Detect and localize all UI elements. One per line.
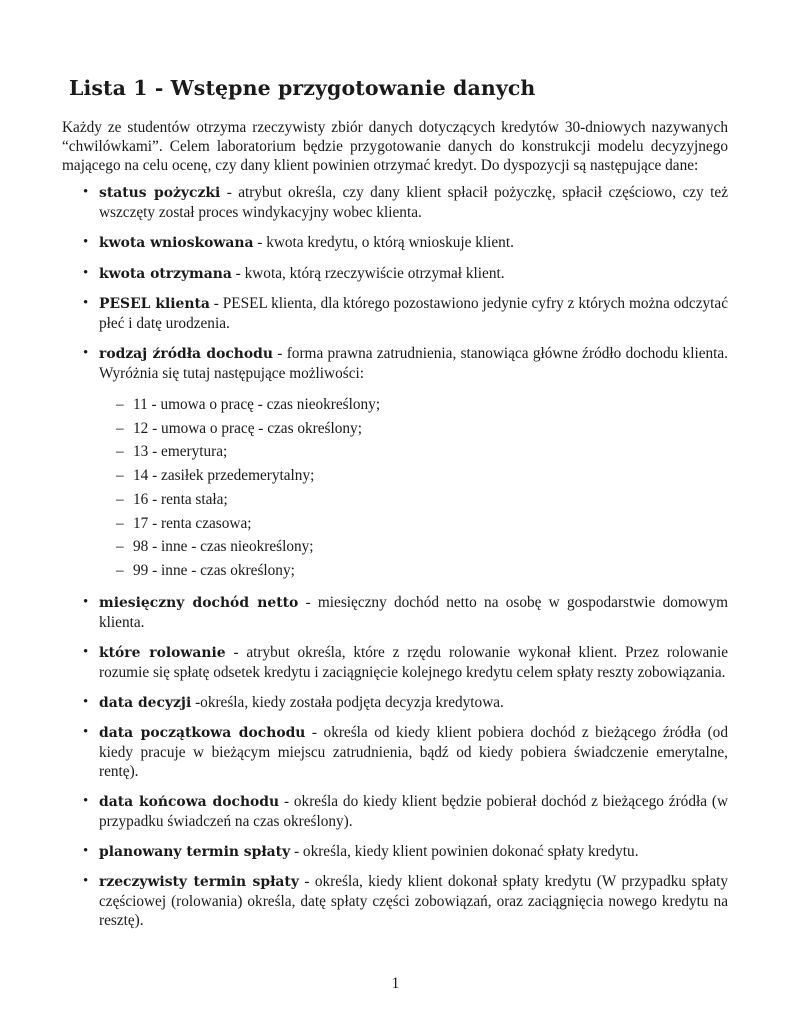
list-item-planowany-termin-splaty (62, 842, 728, 862)
list-item-kwota-otrzymana (62, 264, 728, 284)
sub-list-item: – 17 - renta czasowa; (99, 512, 728, 536)
list-item-ktore-rolowanie (62, 643, 728, 682)
bullet-icon: • (83, 792, 89, 809)
dash-icon: – (116, 419, 124, 437)
list-item-data-koncowa-dochodu (62, 792, 728, 831)
term-description: - atrybut określa, które z rzędu rolowanie wykonał klient. Przez rolowanie rozumie się spłatę odsetek kredytu i zaciągnięcie kolejnego kredytu celem spłaty reszty zobowiązania. (99, 643, 728, 681)
dash-icon: – (116, 467, 124, 485)
term-label: planowany termin spłaty (99, 843, 291, 860)
bullet-icon: • (83, 233, 89, 250)
term-label: kwota wnioskowana (99, 234, 254, 251)
dash-icon: – (116, 538, 124, 556)
term-label: data początkowa dochodu (99, 725, 306, 742)
term-description: - określa od kiedy klient pobiera dochód z bieżącego źródła (od kiedy pracuje w bieżącym miejscu zatrudnienia, bądź od kiedy pobiera świadczenie emerytalne, rentę). (99, 724, 728, 781)
term-description: - PESEL klienta, dla którego pozostawiono jedynie cyfry z których można odczytać płeć i datę urodzenia. (99, 295, 728, 333)
bullet-icon: • (83, 842, 89, 859)
page-number: 1 (391, 975, 400, 992)
bullet-icon: • (83, 184, 89, 201)
sub-list-item: – 99 - inne - czas określony; (99, 559, 728, 583)
dash-icon: – (116, 443, 124, 461)
list-item-status-pozyczki (62, 183, 728, 222)
term-label: data decyzji (99, 694, 192, 711)
intro-paragraph: Każdy ze studentów otrzyma rzeczywisty zbiór danych dotyczących kredytów 30-dniowych nazywanych “chwilówkami”. Celem laboratorium będzie przygotowanie danych do konstrukcji modelu decyzyjnego mającego na celu ocenę, czy dany klient powinien otrzymać kredyt. Do dyspozycji są następujące dane: (62, 119, 728, 175)
dash-icon: – (116, 514, 124, 532)
term-description: - kwota, którą rzeczywiście otrzymał klient. (231, 264, 505, 282)
term-description: - kwota kredytu, o którą wnioskuje klient. (253, 233, 514, 251)
term-label: PESEL klienta (99, 296, 210, 313)
bullet-icon: • (83, 643, 89, 660)
list-item-rodzaj-zrodla-dochodu (62, 344, 728, 583)
sub-list-item: – 98 - inne - czas nieokreślony; (99, 535, 728, 559)
term-description: - określa, kiedy klient powinien dokonać spłaty kredytu. (290, 842, 639, 860)
document-title: Lista 1 - Wstępne przygotowanie danych (69, 76, 536, 100)
bullet-icon: • (83, 724, 89, 741)
bullet-icon: • (83, 344, 89, 361)
document-page (62, 74, 728, 941)
sub-list-item: – 13 - emerytura; (99, 440, 728, 464)
bullet-icon: • (83, 693, 89, 710)
sub-list-item: – 12 - umowa o pracę - czas określony; (99, 417, 728, 441)
dash-icon: – (116, 561, 124, 579)
term-label: kwota otrzymana (99, 265, 232, 282)
list-item-data-decyzji (62, 693, 728, 713)
sub-list-item: – 16 - renta stała; (99, 488, 728, 512)
dash-icon: – (116, 396, 124, 414)
list-item-miesieczny-dochod-netto (62, 593, 728, 632)
term-label: które rolowanie (99, 644, 226, 661)
term-description: - określa do kiedy klient będzie pobierał dochód z bieżącego źródła (w przypadku świadczeń na czas określony). (99, 792, 728, 830)
term-label: rzeczywisty termin spłaty (99, 874, 299, 891)
sub-list-item: – 11 - umowa o pracę - czas nieokreślony; (99, 393, 728, 417)
term-label: data końcowa dochodu (99, 793, 280, 810)
term-label: status pożyczki (99, 185, 221, 202)
term-description: - forma prawna zatrudnienia, stanowiąca główne źródło dochodu klienta. Wyróżnia się tutaj następujące możliwości: (99, 344, 729, 382)
list-item-data-poczatkowa-dochodu (62, 723, 728, 781)
dash-icon: – (116, 490, 124, 508)
term-description: - miesięczny dochód netto na osobę w gospodarstwie domowym klienta. (99, 594, 729, 632)
term-description: -określa, kiedy została podjęta decyzja kredytowa. (191, 693, 504, 711)
income-source-list (99, 393, 728, 583)
term-label: miesięczny dochód netto (99, 595, 299, 612)
list-item-pesel-klienta (62, 294, 728, 333)
term-description: - określa, kiedy klient dokonał spłaty kredytu (W przypadku spłaty częściowej (rolowania) określa, datę spłaty części zobowiązań, oraz zaciągnięcia nowego kredytu na resztę). (99, 873, 729, 930)
bullet-icon: • (83, 264, 89, 281)
term-label: rodzaj źródła dochodu (99, 345, 273, 362)
list-item-kwota-wnioskowana (62, 233, 728, 253)
bullet-icon: • (83, 873, 89, 890)
attribute-list (62, 183, 728, 930)
bullet-icon: • (83, 594, 89, 611)
sub-list-item: – 14 - zasiłek przedemerytalny; (99, 464, 728, 488)
term-description: - atrybut określa, czy dany klient spłacił pożyczkę, spłacił częściowo, czy też wszczęty został proces windykacyjny wobec klienta. (99, 184, 728, 222)
bullet-icon: • (83, 295, 89, 312)
list-item-rzeczywisty-termin-splaty (62, 872, 728, 930)
